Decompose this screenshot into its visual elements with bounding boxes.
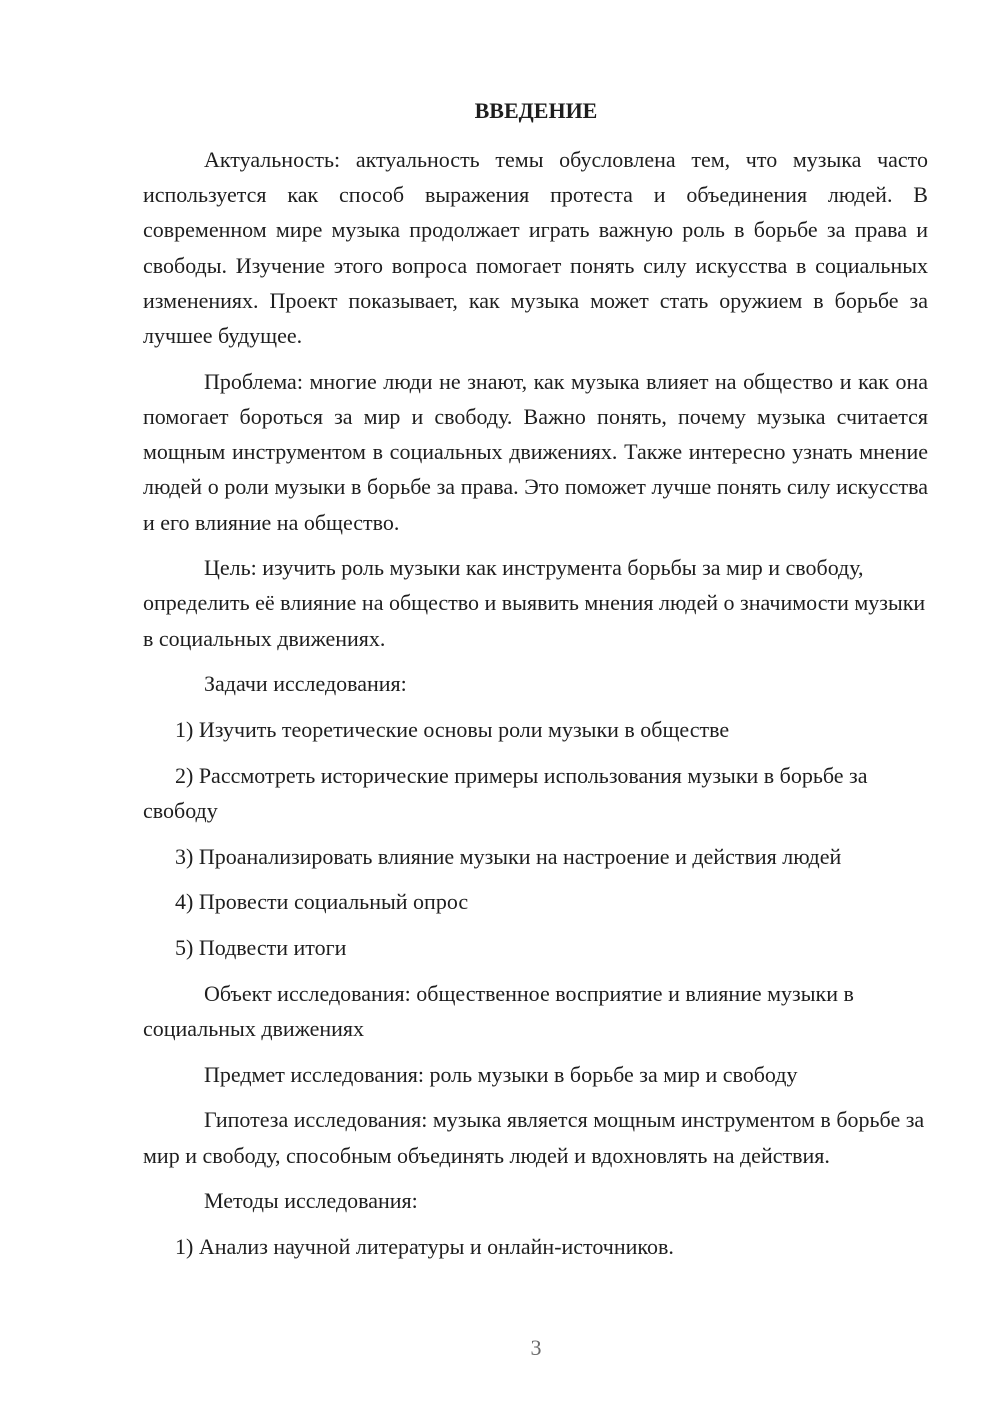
paragraph-object: Объект исследования: общественное восприятие и влияние музыки в социальных движениях — [143, 980, 854, 1041]
paragraph-subject: Предмет исследования: роль музыки в борьбе за мир и свободу — [204, 1061, 798, 1087]
tasks-heading: Задачи исследования: — [204, 671, 407, 697]
task-item-1: 1) Изучить теоретические основы роли музыки в обществе — [175, 717, 730, 743]
task-item-2: 2) Рассмотреть исторические примеры использования музыки в борьбе за свободу — [143, 762, 868, 823]
task-item-5: 5) Подвести итоги — [175, 935, 347, 961]
document-body — [143, 142, 928, 1275]
paragraph-problem: Проблема: многие люди не знают, как музыка влияет на общество и как она помогает бороться за мир и свободу. Важно понять, почему музыка считается мощным инструментом в социальных движениях. Также интересно узнать мнение людей о роли музыки в борьбе за права. Это поможет лучше понять силу искусства и его влияние на общество. — [143, 368, 928, 535]
paragraph-goal: Цель: изучить роль музыки как инструмента борьбы за мир и свободу, определить её влияние на общество и выявить мнения людей о значимости музыки в социальных движениях. — [143, 555, 926, 651]
paragraph-hypothesis: Гипотеза исследования: музыка является мощным инструментом в борьбе за мир и свободу, способным объединять людей и вдохновлять на действия. — [143, 1107, 925, 1168]
paragraph-relevance: Актуальность: актуальность темы обусловлена тем, что музыка часто используется как способ выражения протеста и объединения людей. В современном мире музыка продолжает играть важную роль в борьбе за права и свободы. Изучение этого вопроса помогает понять силу искусства в социальных изменениях. Проект показывает, как музыка может стать оружием в борьбе за лучшее будущее. — [143, 147, 928, 349]
page-number: 3 — [530, 1335, 542, 1360]
task-item-4: 4) Провести социальный опрос — [175, 889, 469, 915]
task-item-3: 3) Проанализировать влияние музыки на настроение и действия людей — [175, 843, 842, 869]
page-title: ВВЕДЕНИЕ — [474, 98, 598, 123]
method-item-1: 1) Анализ научной литературы и онлайн-источников. — [175, 1233, 674, 1259]
methods-heading: Методы исследования: — [204, 1188, 418, 1214]
